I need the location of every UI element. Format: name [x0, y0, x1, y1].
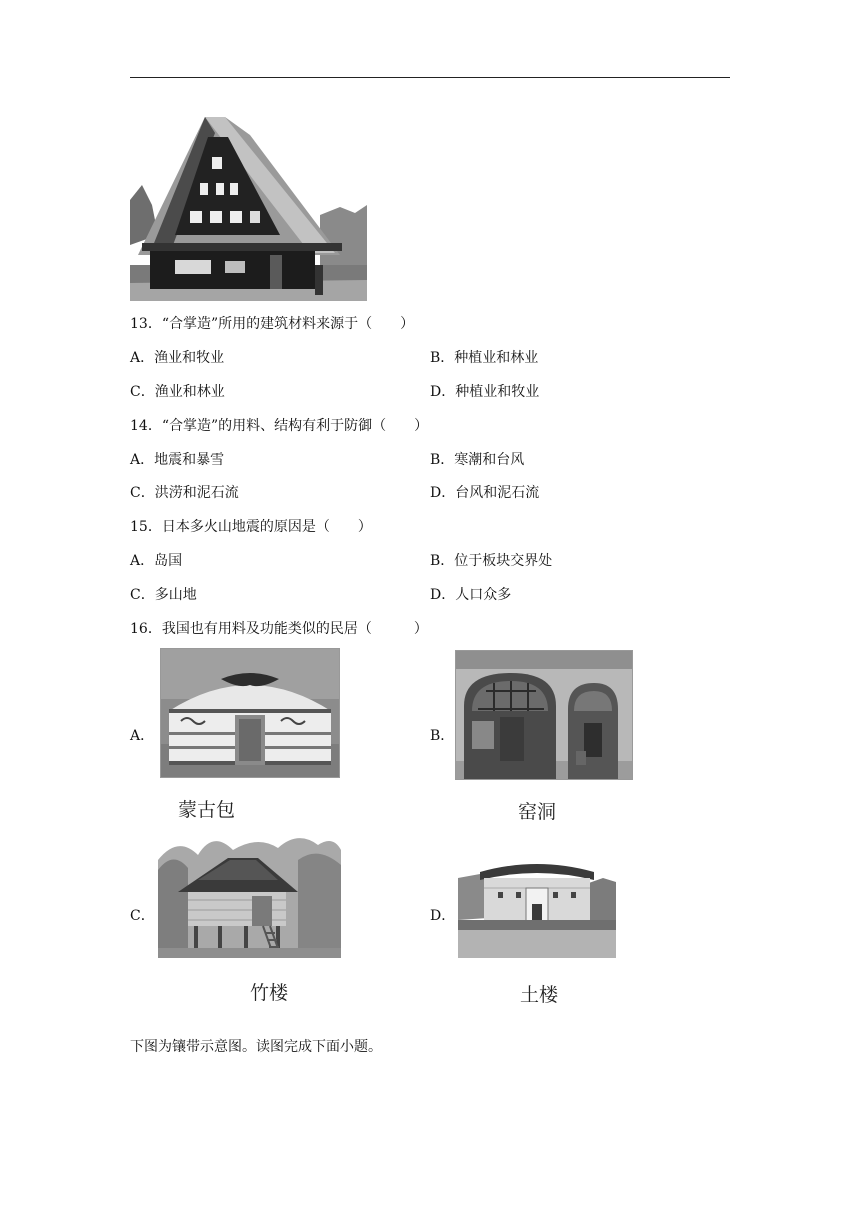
bamboo-house-photo[interactable]	[158, 830, 341, 958]
question-13-option-c[interactable]: C．渔业和林业	[130, 384, 225, 400]
question-14-stem: 14．“合掌造”的用料、结构有利于防御（ ）	[130, 418, 429, 434]
question-16-stem: 16．我国也有用料及功能类似的民居（ ）	[130, 621, 428, 637]
question-14-option-a[interactable]: A．地震和暴雪	[130, 452, 225, 468]
question-14-option-c[interactable]: C．洪涝和泥石流	[130, 485, 239, 501]
caption-tulou: 土楼	[520, 984, 559, 1006]
header-rule	[130, 77, 730, 78]
tulou-photo[interactable]	[458, 858, 616, 958]
question-13-option-a[interactable]: A．渔业和牧业	[130, 350, 225, 366]
yurt-photo[interactable]	[160, 648, 340, 778]
question-13-option-b[interactable]: B．种植业和林业	[430, 350, 539, 366]
gassho-house-photo	[130, 115, 367, 301]
question-16-option-c-letter[interactable]: C．	[130, 908, 155, 924]
reading-instruction: 下图为镶带示意图。读图完成下面小题。	[130, 1039, 382, 1055]
question-16-option-b-letter[interactable]: B．	[430, 728, 455, 744]
question-13-stem: 13．“合掌造”所用的建筑材料来源于（ ）	[130, 316, 415, 332]
question-16-option-a-letter[interactable]: A．	[130, 728, 155, 744]
question-14-option-b[interactable]: B．寒潮和台风	[430, 452, 525, 468]
question-15-option-c[interactable]: C．多山地	[130, 587, 197, 603]
caption-bamboo-house: 竹楼	[250, 982, 289, 1004]
question-16-option-d-letter[interactable]: D．	[430, 908, 456, 924]
question-15-stem: 15．日本多火山地震的原因是（ ）	[130, 519, 372, 535]
question-15-option-d[interactable]: D．人口众多	[430, 587, 512, 603]
caption-yurt: 蒙古包	[178, 799, 236, 821]
question-15-option-b[interactable]: B．位于板块交界处	[430, 553, 553, 569]
question-14-option-d[interactable]: D．台风和泥石流	[430, 485, 540, 501]
cave-dwelling-photo[interactable]	[455, 650, 633, 780]
caption-cave-dwelling: 窑洞	[518, 801, 557, 823]
question-15-option-a[interactable]: A．岛国	[130, 553, 183, 569]
question-13-option-d[interactable]: D．种植业和牧业	[430, 384, 540, 400]
